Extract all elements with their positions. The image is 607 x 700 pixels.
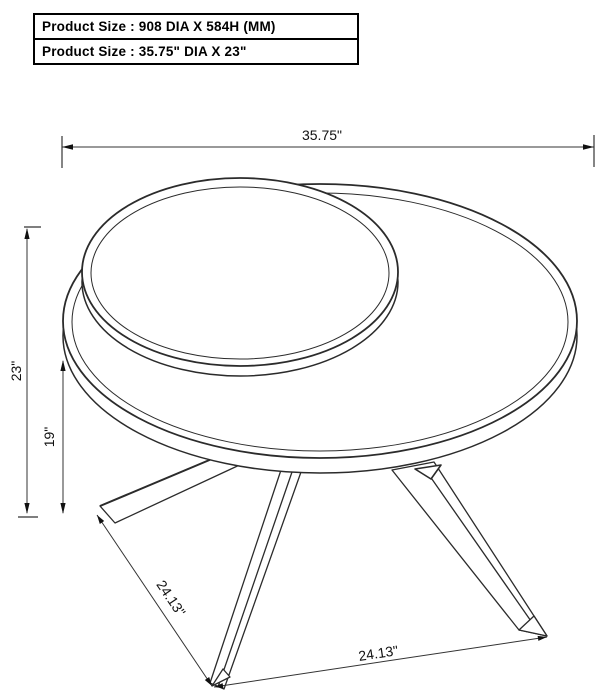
arrow-diag-front-right (538, 636, 547, 641)
dim-label-tabletop-height: 19" (41, 426, 57, 448)
upper-tier-top-surface (82, 178, 398, 366)
arrow-h19-up (60, 360, 65, 371)
dim-label-base-span-left: 24.13" (153, 577, 189, 620)
arrow-h23-down (24, 503, 29, 514)
product-size-mm-label: Product Size : 908 DIA X 584H (MM) (42, 19, 276, 34)
front-leg-inner-edge (218, 472, 292, 687)
dim-label-base-span-front: 24.13" (357, 642, 400, 664)
dim-base-span-left-line (97, 515, 212, 686)
arrow-top-right (583, 144, 594, 149)
table-legs (100, 448, 547, 689)
arrow-diag-left-top (97, 515, 104, 524)
product-size-inches-label: Product Size : 35.75" DIA X 23" (42, 44, 247, 59)
upper-tier (82, 178, 398, 376)
dim-label-top-diameter: 35.75" (301, 127, 343, 143)
arrow-top-left (62, 144, 73, 149)
dim-label-overall-height: 23" (8, 360, 24, 382)
arrow-h23-up (24, 228, 29, 239)
right-leg-inner-edge (427, 472, 540, 634)
arrow-h19-down (60, 503, 65, 514)
